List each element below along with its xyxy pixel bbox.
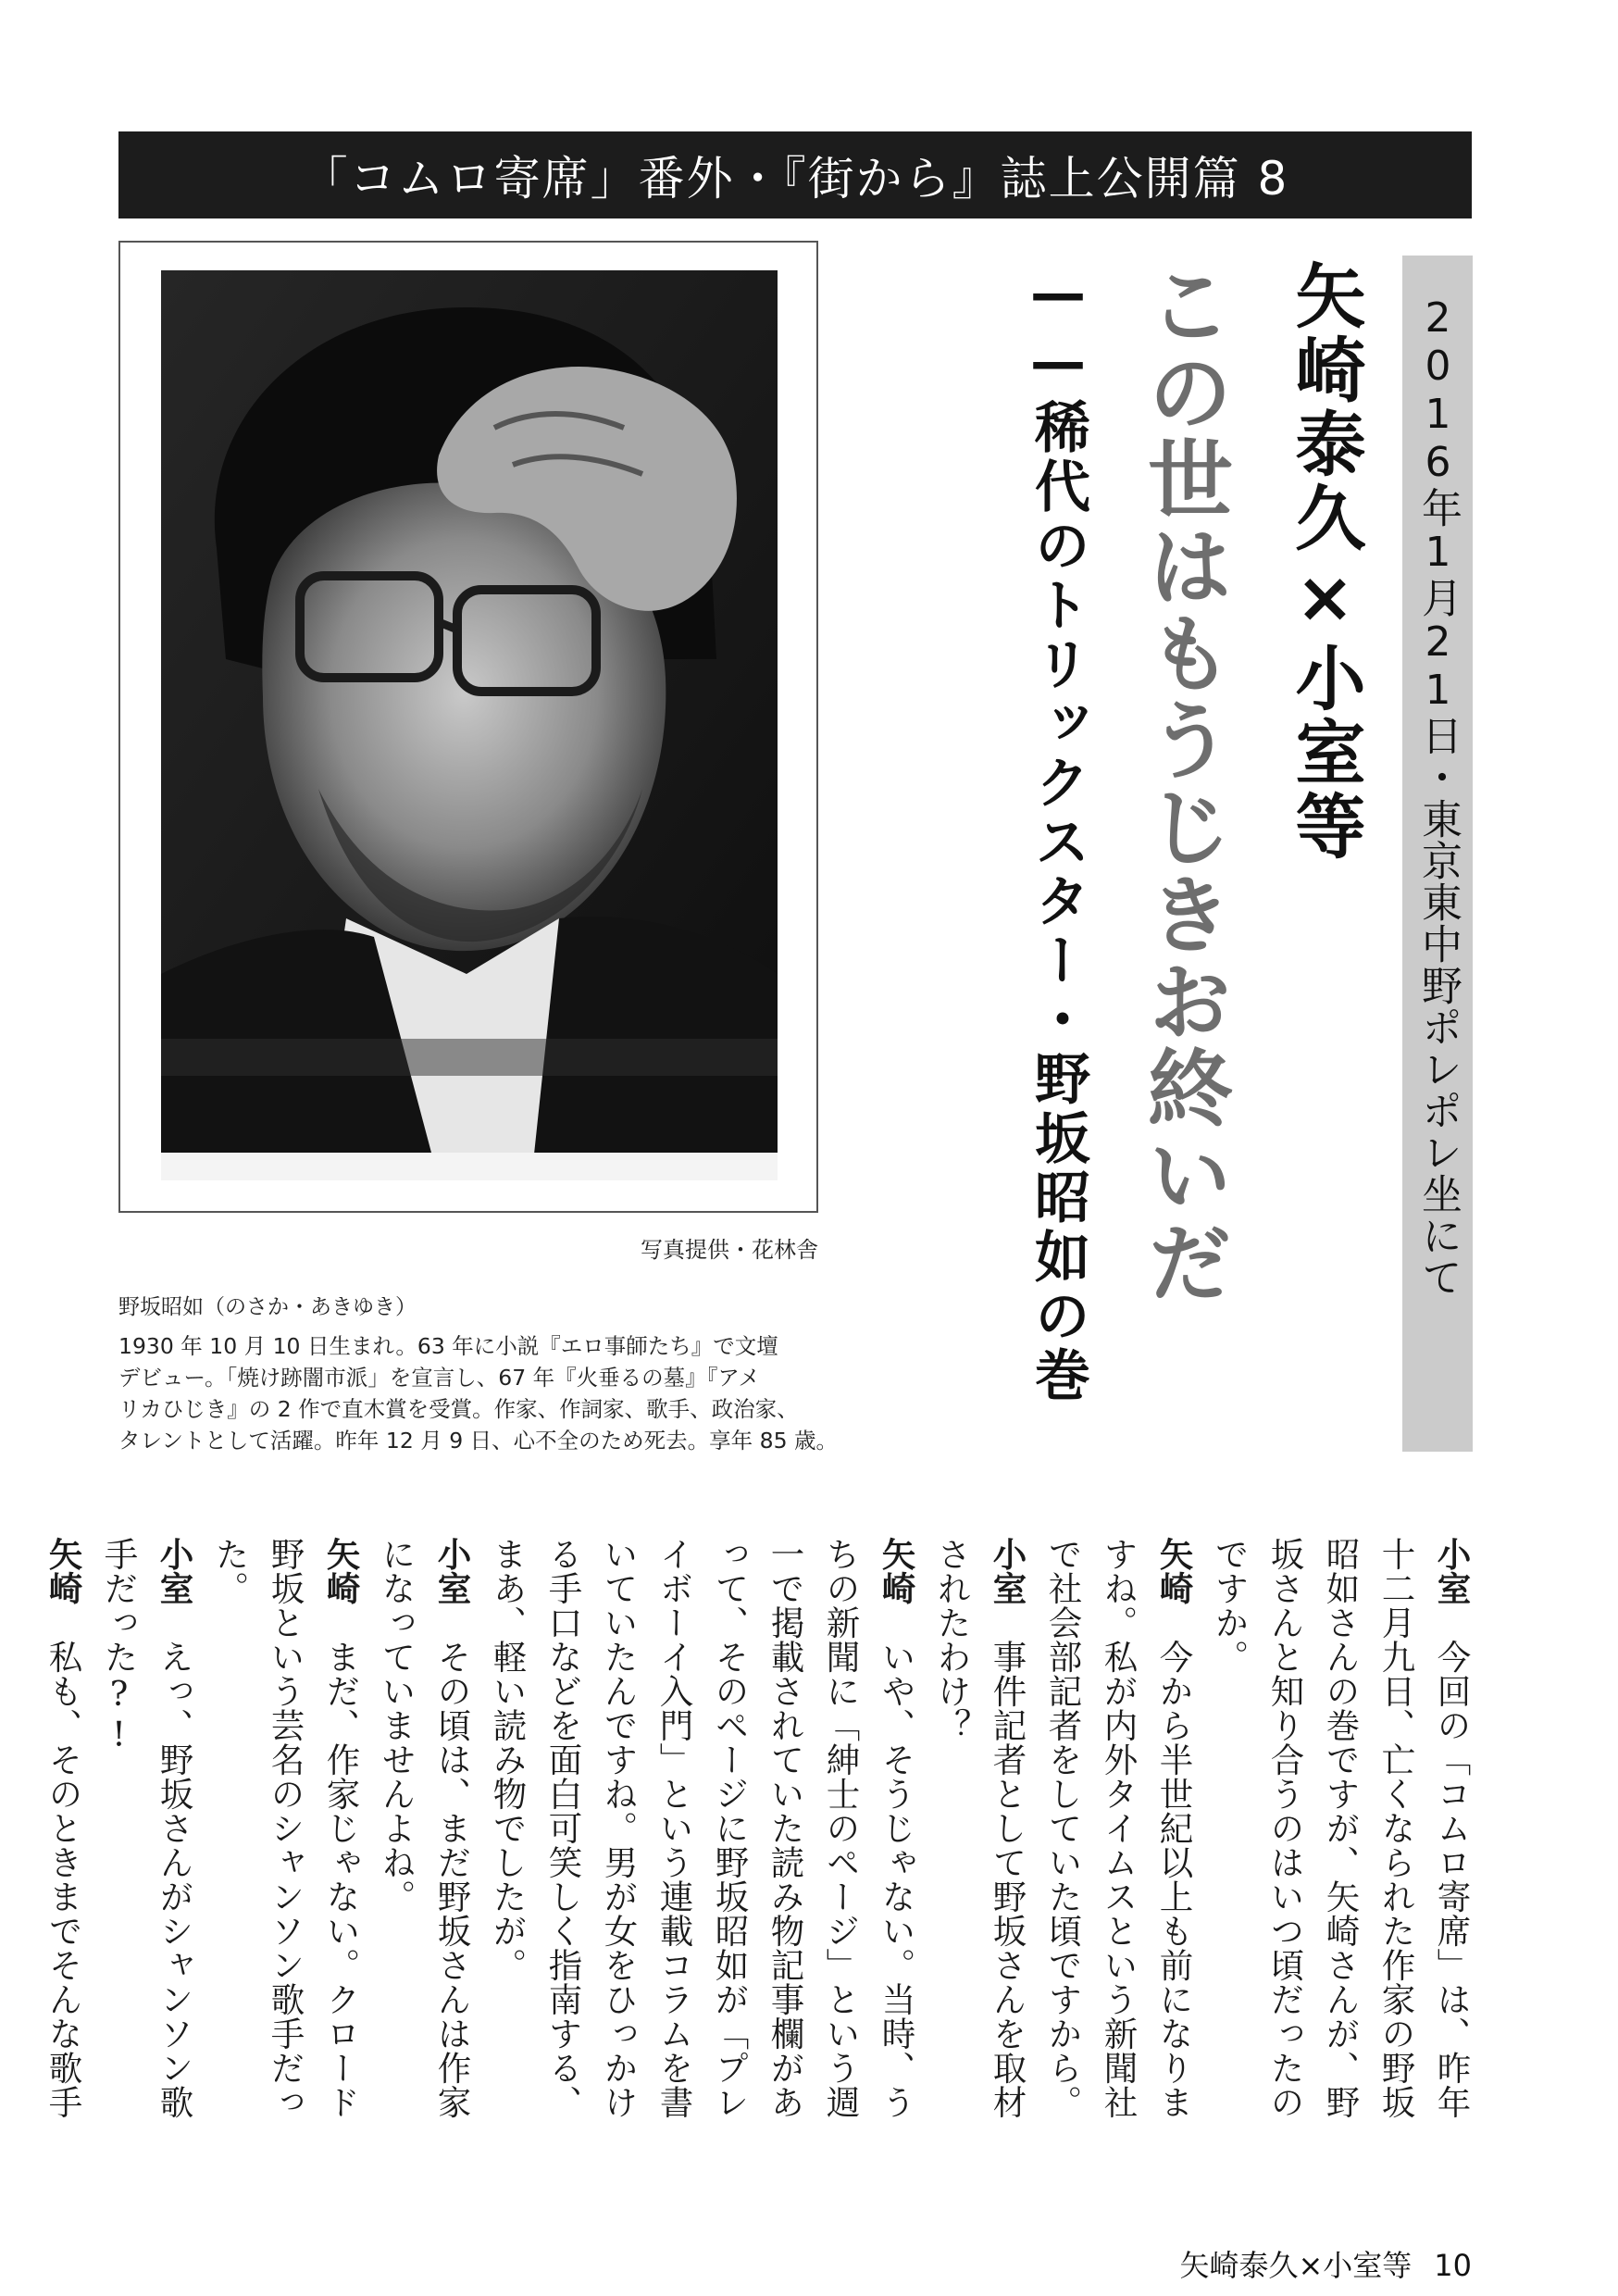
dialogue-turn — [368, 1537, 479, 2148]
portrait-photo — [161, 270, 778, 1180]
article-title: この世はもうじきお終いだ — [1134, 261, 1234, 1305]
dialogue-turn — [924, 1537, 1035, 2148]
utterance: いや、そうじゃない。当時、うちの新聞に「紳士のページ」という週一で掲載されていた読み物記事欄があって、そのページに野坂昭如が「プレイボーイ入門」という連載コラムを書いていたんですね。男が女をひっかける手口などを面白可笑しく指南する、まあ、軽い読み物でしたが。 — [488, 1537, 916, 2119]
article-authors: 矢崎泰久×小室等 — [1284, 259, 1366, 864]
page-footer — [1179, 2242, 1472, 2285]
speaker-label: 小室 — [155, 1537, 194, 1605]
series-title: 「コムロ寄席」番外・『街から』誌上公開篇 8 — [301, 152, 1289, 206]
article-subtitle: ——稀代のトリックスター・野坂昭如の巻 — [1026, 261, 1090, 1405]
utterance: 今から半世紀以上も前になりますね。私が内外タイムスという新聞社で社会部記者をしていた頃ですから。 — [1043, 1537, 1194, 2119]
dialogue-turn — [35, 1537, 91, 2148]
page-number: 10 — [1434, 2248, 1472, 2283]
dialogue-turn — [202, 1537, 368, 2148]
speaker-label: 矢崎 — [44, 1537, 83, 1605]
speaker-label: 小室 — [1432, 1537, 1472, 1605]
portrait-illustration — [161, 270, 778, 1180]
utterance: えっ、野坂さんがシャンソン歌手だった?! — [99, 1537, 194, 2119]
series-header — [118, 131, 1472, 218]
utterance: 事件記者として野坂さんを取材されたわけ？ — [932, 1537, 1027, 2119]
dialogue-turn — [1035, 1537, 1201, 2148]
speaker-label: 小室 — [432, 1537, 472, 1605]
photo-frame — [118, 241, 818, 1213]
dialogue-body — [44, 1537, 1479, 2148]
dialogue-turn — [91, 1537, 202, 2148]
dialogue-turn — [479, 1537, 924, 2148]
speaker-label: 矢崎 — [877, 1537, 916, 1605]
photo-credit: 写真提供・花林舎 — [641, 1237, 818, 1263]
utterance: 今回の「コムロ寄席」は、昨年十二月九日、亡くなられた作家の野坂昭如さんの巻ですが、矢崎さんが、野坂さんと知り合うのはいつ頃だったのですか。 — [1210, 1537, 1472, 2119]
bio-line: 1930 年 10 月 10 日生まれ。63 年に小説『エロ事師たち』で文壇 — [118, 1333, 778, 1359]
bio-text — [118, 1330, 838, 1456]
speaker-label: 矢崎 — [321, 1537, 361, 1605]
event-date-band — [1402, 256, 1473, 1452]
dialogue-turn — [1201, 1537, 1479, 2148]
utterance: その頃は、まだ野坂さんは作家になっていませんよね。 — [377, 1537, 472, 2119]
bio-line: リカひじき』の 2 作で直木賞を受賞。作家、作詞家、歌手、政治家、 — [118, 1396, 799, 1422]
speaker-label: 矢崎 — [1154, 1537, 1194, 1605]
utterance: まだ、作家じゃない。クロード野坂という芸名のシャンソン歌手だった。 — [210, 1537, 361, 2119]
bio-name: 野坂昭如（のさか・あきゆき） — [118, 1295, 417, 1319]
speaker-label: 小室 — [988, 1537, 1027, 1605]
utterance: 私も、そのときまでそんな歌手 — [44, 1640, 83, 2119]
running-title: 矢崎泰久×小室等 — [1179, 2248, 1413, 2283]
bio-line: タレントとして活躍。昨年 12 月 9 日、心不全のため死去。享年 85 歳。 — [118, 1428, 838, 1454]
bio-line: デビュー。「焼け跡闇市派」を宣言し、67 年『火垂るの墓』『アメ — [118, 1365, 761, 1391]
event-date-place: 2016年1月21日・東京東中野ポレポレ坐にて — [1414, 294, 1462, 1298]
